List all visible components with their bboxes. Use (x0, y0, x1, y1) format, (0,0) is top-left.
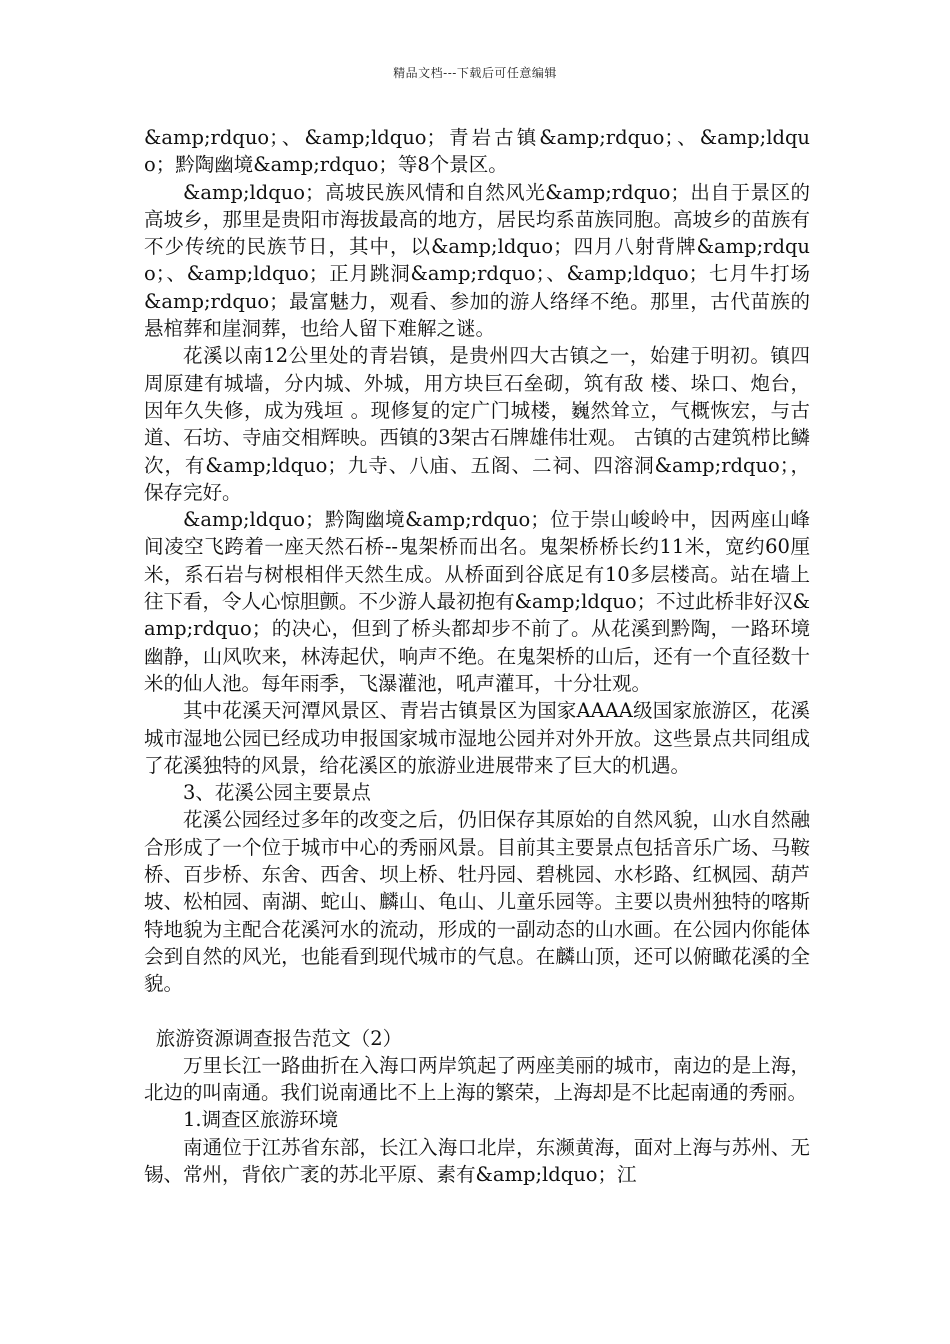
paragraph-4: &amp;ldquo；黔陶幽境&amp;rdquo；位于崇山峻岭中，因两座山峰间凌空飞跨着一座天然石桥--鬼架桥而出名。鬼架桥桥长约11米，宽约60厘米，系石岩与树根相伴天然生成。从桥面到谷底足有10多层楼高。站在墙上往下看，令人心惊胆颤。不少游人最初抱有&amp;ldquo；不过此桥非好汉&amp;rdquo；的决心，但到了桥头都却步不前了。从花溪到黔陶，一路环境幽静，山风吹来，林涛起伏，响声不绝。在鬼架桥的山后，还有一个直径数十米的仙人池。每年雨季，飞瀑灌池，吼声灌耳，十分壮观。 (144, 508, 810, 695)
subheading-park-sights: 3、花溪公园主要景点 (183, 781, 371, 805)
paragraph-5: 其中花溪天河潭风景区、青岩古镇景区为国家AAAA级国家旅游区，花溪城市湿地公园已经成功申报国家城市湿地公园并对外开放。这些景点共同组成了花溪独特的风景，给花溪区的旅游业进展带来了巨大的机遇。 (144, 699, 810, 777)
paragraph-6: 花溪公园经过多年的改变之后，仍旧保存其原始的自然风貌，山水自然融合形成了一个位于城市中心的秀丽风景。目前其主要景点包括音乐广场、马鞍桥、百步桥、东舍、西舍、坝上桥、牡丹园、碧桃园、水杉路、红枫园、葫芦坡、松柏园、南湖、蛇山、麟山、龟山、儿童乐园等。主要以贵州独特的喀斯特地貌为主配合花溪河水的流动，形成的一副动态的山水画。在公园内你能体会到自然的风光，也能看到现代城市的气息。在麟山顶，还可以俯瞰花溪的全貌。 (144, 808, 810, 996)
paragraph-2: &amp;ldquo；高坡民族风情和自然风光&amp;rdquo；出自于景区的高坡乡，那里是贵阳市海拔最高的地方，居民均系苗族同胞。高坡乡的苗族有不少传统的民族节日，其中，以&amp;ldquo；四月八射背牌&amp;rdquo；、&amp;ldquo；正月跳洞&amp;rdquo；、&amp;ldquo；七月牛打场&amp;rdquo；最富魅力，观看、参加的游人络绎不绝。那里，古代苗族的悬棺葬和崖洞葬，也给人留下难解之谜。 (144, 180, 810, 341)
document-body (144, 124, 810, 1188)
paragraph-1: &amp;rdquo；、&amp;ldquo；青岩古镇&amp;rdquo；、&amp;ldquo；黔陶幽境&amp;rdquo；等8个景区。 (144, 126, 810, 177)
subheading-environment: 1.调查区旅游环境 (183, 1108, 339, 1132)
paragraph-3: 花溪以南12公里处的青岩镇，是贵州四大古镇之一，始建于明初。镇四周原建有城墙，分内城、外城，用方块巨石垒砌，筑有敌 楼、垛口、炮台，因年久失修，成为残垣 。现修复的定广门城楼，巍然耸立，气概恢宏，与古道、石坊、寺庙交相辉映。西镇的3架古石牌雄伟壮观。 古镇的古建筑栉比鳞次，有&amp;ldquo；九寺、八庙、五阁、二祠、四溶洞&amp;rdquo；，保存完好。 (144, 344, 810, 504)
paragraph-7: 万里长江一路曲折在入海口两岸筑起了两座美丽的城市，南边的是上海，北边的叫南通。我们说南通比不上上海的繁荣，上海却是不比起南通的秀丽。 (144, 1053, 810, 1105)
page-header: 精品文档---下载后可任意编辑 (393, 66, 557, 80)
section-title: 旅游资源调查报告范文（2） (155, 1026, 403, 1050)
paragraph-8: 南通位于江苏省东部，长江入海口北岸，东濒黄海，面对上海与苏州、无锡、常州，背依广袤的苏北平原、素有&amp;ldquo；江 (144, 1135, 810, 1186)
